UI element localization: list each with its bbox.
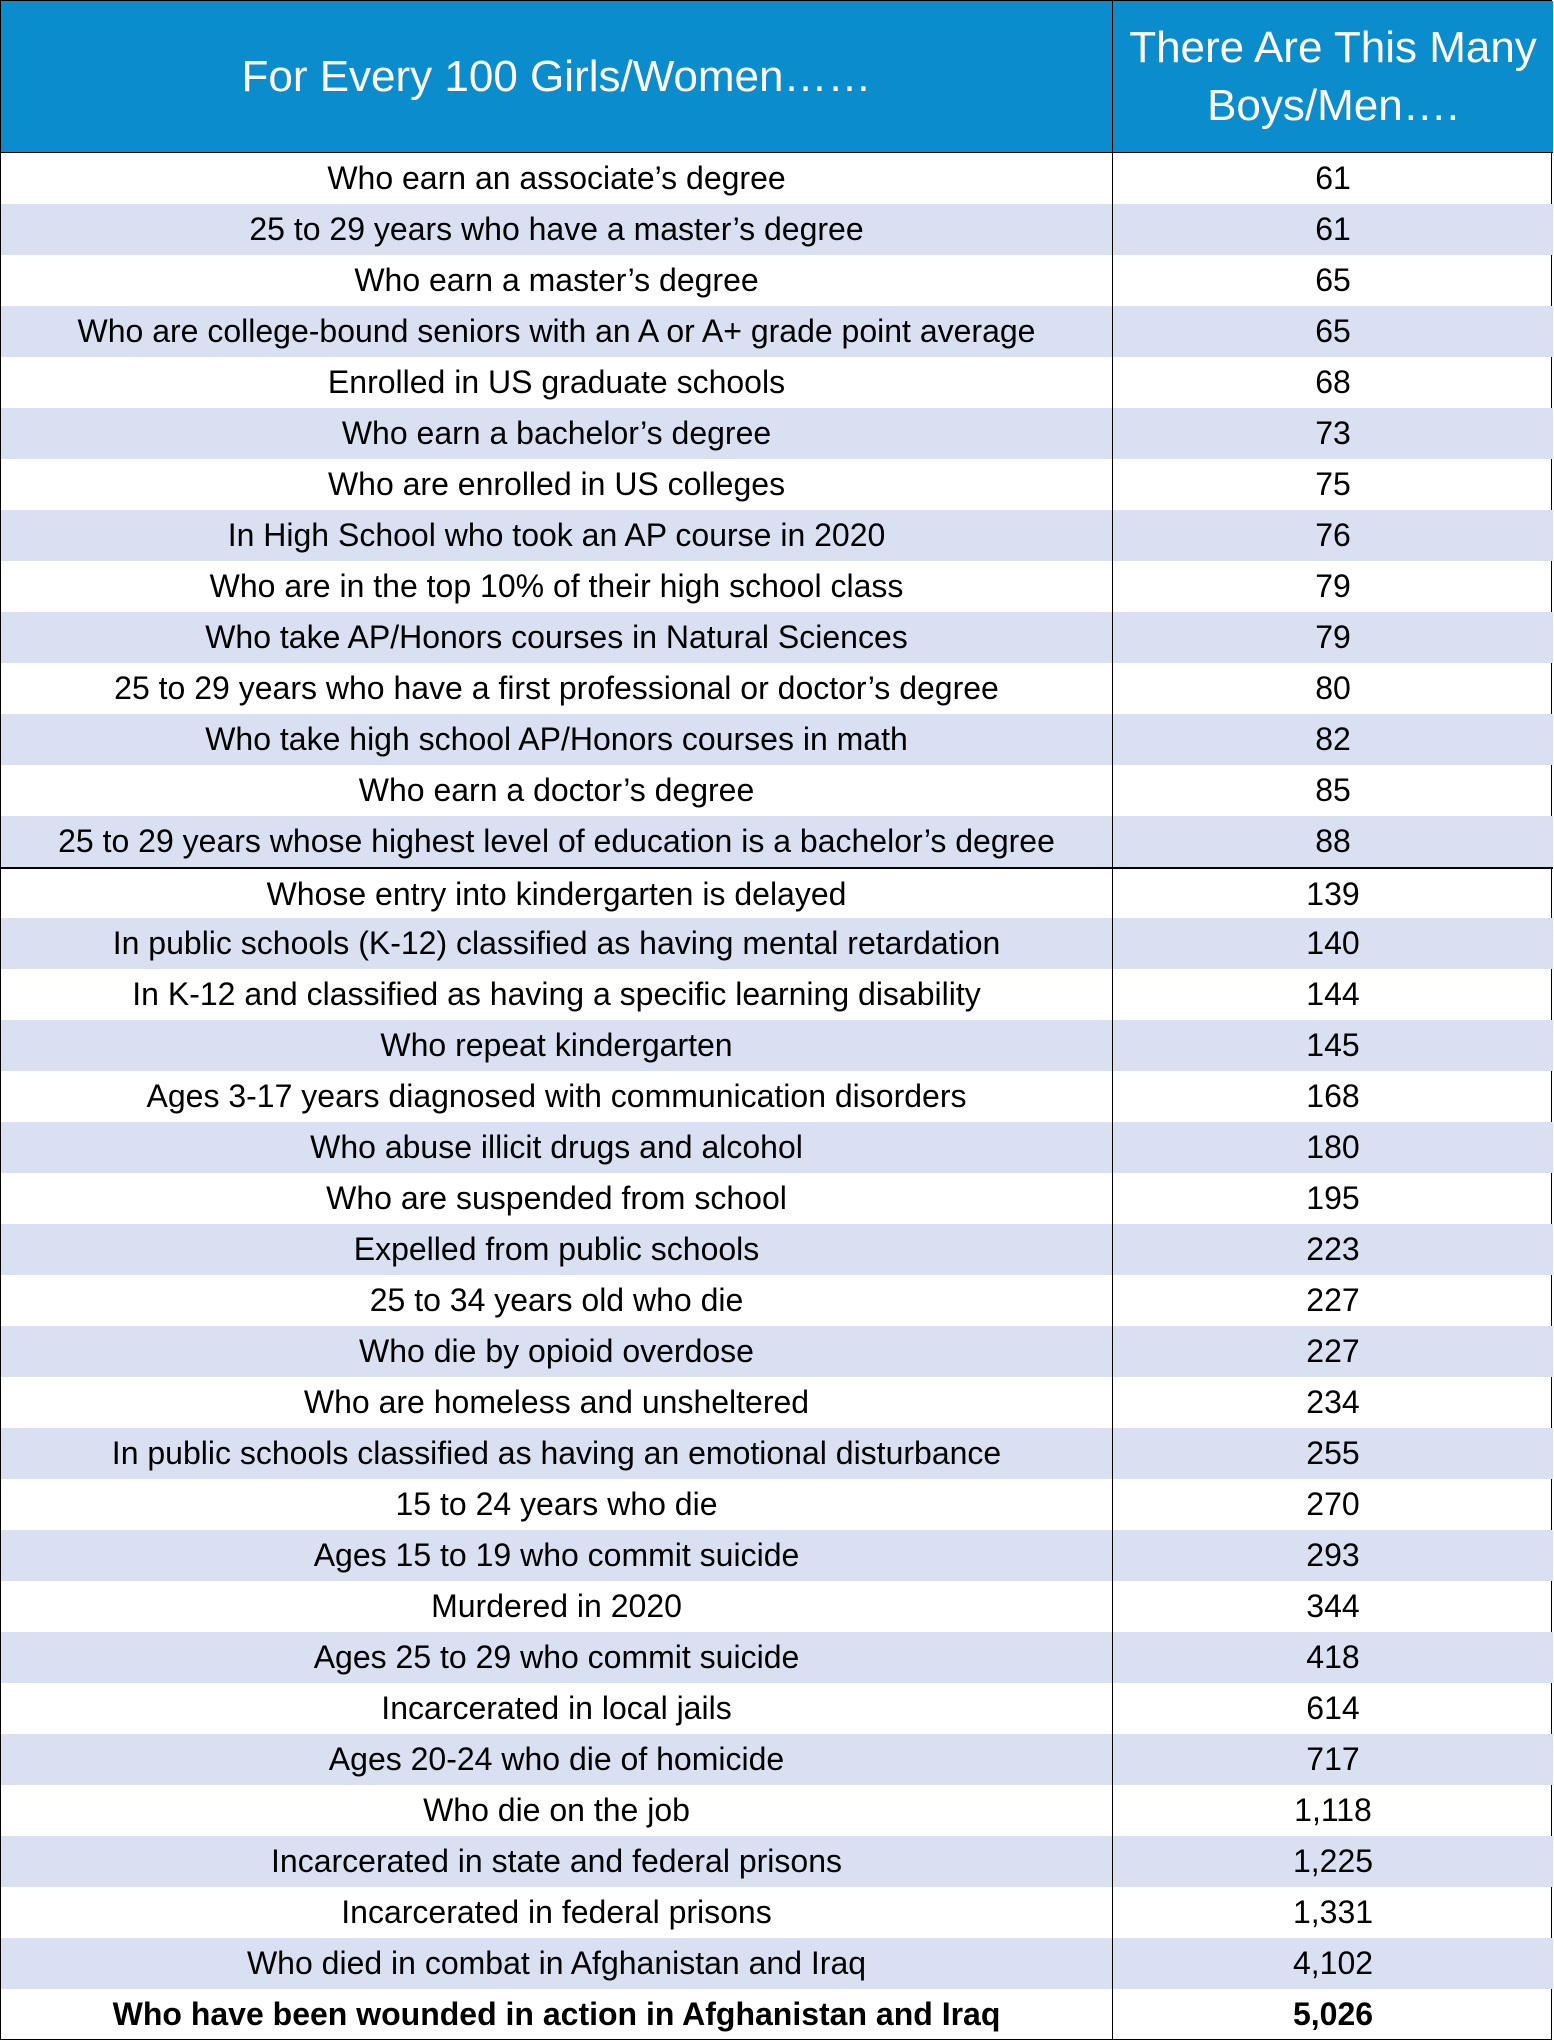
row-value: 717: [1112, 1734, 1553, 1785]
row-label: Ages 3-17 years diagnosed with communication disorders: [146, 1078, 967, 1114]
table-row: [1, 1938, 1553, 1989]
row-value: 168: [1112, 1071, 1553, 1122]
row-label: Enrolled in US graduate schools: [327, 364, 786, 400]
row-label: Ages 20-24 who die of homicide: [328, 1741, 785, 1777]
row-value: 73: [1112, 408, 1553, 459]
table-row: [1, 306, 1553, 357]
row-value: 344: [1112, 1581, 1553, 1632]
row-label: 15 to 24 years who die: [395, 1486, 718, 1522]
table-row: [1, 1989, 1553, 2040]
row-value: 140: [1112, 918, 1553, 969]
row-label: 25 to 29 years who have a first professional or doctor’s degree: [114, 670, 999, 706]
table-row: [1, 969, 1553, 1020]
table-row: [1, 1326, 1553, 1377]
row-label: Who earn a doctor’s degree: [358, 772, 755, 808]
row-value: 255: [1112, 1428, 1553, 1479]
row-value: 195: [1112, 1173, 1553, 1224]
row-label: In public schools (K-12) classified as having mental retardation: [112, 925, 1001, 961]
table-row: [1, 612, 1553, 663]
row-label: Who die on the job: [423, 1792, 690, 1828]
row-label: Who are suspended from school: [326, 1180, 787, 1216]
row-label: Who take high school AP/Honors courses in math: [205, 721, 908, 757]
row-label: Who repeat kindergarten: [380, 1027, 733, 1063]
table-row: [1, 867, 1553, 918]
row-value: 614: [1112, 1683, 1553, 1734]
row-label: Expelled from public schools: [353, 1231, 760, 1267]
row-label: 25 to 29 years whose highest level of education is a bachelor’s degree: [58, 823, 1055, 859]
table-row: [1, 1479, 1553, 1530]
row-label: Ages 25 to 29 who commit suicide: [313, 1639, 800, 1675]
row-label: 25 to 34 years old who die: [369, 1282, 744, 1318]
row-label: Who earn a master’s degree: [354, 262, 759, 298]
row-label: 25 to 29 years who have a master’s degree: [249, 211, 864, 247]
row-label: Incarcerated in state and federal prisons: [271, 1843, 842, 1879]
row-value: 1,118: [1112, 1785, 1553, 1836]
row-label: Who abuse illicit drugs and alcohol: [310, 1129, 803, 1165]
row-label: Murdered in 2020: [431, 1588, 682, 1624]
row-label: Ages 15 to 19 who commit suicide: [313, 1537, 800, 1573]
row-value: 234: [1112, 1377, 1553, 1428]
table-row: [1, 1275, 1553, 1326]
table-row: [1, 918, 1553, 969]
row-value: 65: [1112, 306, 1553, 357]
row-label: Who take AP/Honors courses in Natural Sciences: [205, 619, 908, 655]
row-value: 227: [1112, 1275, 1553, 1326]
table-row: [1, 459, 1553, 510]
row-label: In K-12 and classified as having a specific learning disability: [132, 976, 981, 1012]
table-row: [1, 765, 1553, 816]
table-row: [1, 1020, 1553, 1071]
row-label: Incarcerated in local jails: [381, 1690, 732, 1726]
row-value: 180: [1112, 1122, 1553, 1173]
row-value: 85: [1112, 765, 1553, 816]
row-value: 80: [1112, 663, 1553, 714]
row-value: 227: [1112, 1326, 1553, 1377]
row-label: In High School who took an AP course in 2020: [227, 517, 886, 553]
table-row: [1, 204, 1553, 255]
row-value: 145: [1112, 1020, 1553, 1071]
row-value: 418: [1112, 1632, 1553, 1683]
row-value: 61: [1112, 153, 1553, 204]
table-row: [1, 663, 1553, 714]
table-row: [1, 1632, 1553, 1683]
row-label: Who earn a bachelor’s degree: [341, 415, 772, 451]
row-value: 270: [1112, 1479, 1553, 1530]
row-label: Who are homeless and unsheltered: [303, 1384, 810, 1420]
header-boys-men: There Are This Many Boys/Men….: [1112, 1, 1553, 152]
row-value: 1,331: [1112, 1887, 1553, 1938]
row-value: 82: [1112, 714, 1553, 765]
row-value: 79: [1112, 612, 1553, 663]
row-value: 68: [1112, 357, 1553, 408]
table-row: [1, 255, 1553, 306]
table-row: [1, 1785, 1553, 1836]
table-row: [1, 153, 1553, 204]
table-row: [1, 1836, 1553, 1887]
row-value: 144: [1112, 969, 1553, 1020]
table-row: [1, 510, 1553, 561]
row-value: 223: [1112, 1224, 1553, 1275]
row-value: 75: [1112, 459, 1553, 510]
row-value: 139: [1112, 869, 1553, 920]
table-row: [1, 408, 1553, 459]
table-row: [1, 1173, 1553, 1224]
row-value: 79: [1112, 561, 1553, 612]
table-row: [1, 1428, 1553, 1479]
row-value: 76: [1112, 510, 1553, 561]
table-row: [1, 1377, 1553, 1428]
table-header: [1, 1, 1553, 153]
table-row: [1, 1530, 1553, 1581]
row-value: 5,026: [1112, 1989, 1553, 2040]
table-row: [1, 357, 1553, 408]
row-value: 293: [1112, 1530, 1553, 1581]
header-girls-women: For Every 100 Girls/Women……: [241, 51, 872, 101]
table-row: [1, 1071, 1553, 1122]
row-value: 1,225: [1112, 1836, 1553, 1887]
row-label: Incarcerated in federal prisons: [341, 1894, 772, 1930]
table-row: [1, 1224, 1553, 1275]
table-row: [1, 1734, 1553, 1785]
row-label: Who are college-bound seniors with an A or A+ grade point average: [77, 313, 1036, 349]
table-row: [1, 561, 1553, 612]
table-row: [1, 1683, 1553, 1734]
row-label: Who earn an associate’s degree: [327, 160, 786, 196]
table-row: [1, 1581, 1553, 1632]
table-row: [1, 714, 1553, 765]
table-row: [1, 1122, 1553, 1173]
row-value: 61: [1112, 204, 1553, 255]
row-label: Who have been wounded in action in Afghanistan and Iraq: [112, 1996, 1001, 2032]
row-value: 65: [1112, 255, 1553, 306]
table-row: [1, 816, 1553, 867]
table-row: [1, 1887, 1553, 1938]
row-label: Who are in the top 10% of their high school class: [209, 568, 904, 604]
row-value: 4,102: [1112, 1938, 1553, 1989]
row-label: Who are enrolled in US colleges: [327, 466, 786, 502]
row-value: 88: [1112, 816, 1553, 867]
row-label: Whose entry into kindergarten is delayed: [266, 876, 847, 912]
row-label: Who die by opioid overdose: [359, 1333, 754, 1369]
row-label: Who died in combat in Afghanistan and Iraq: [246, 1945, 867, 1981]
row-label: In public schools classified as having an emotional disturbance: [111, 1435, 1002, 1471]
